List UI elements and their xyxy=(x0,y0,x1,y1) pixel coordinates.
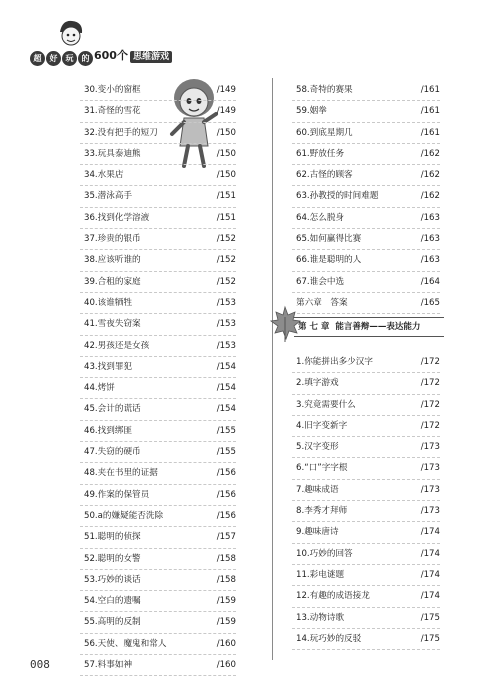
toc-entry-title: 40.该谁牺牲 xyxy=(84,297,133,308)
toc-entry-page: /151 xyxy=(216,191,236,202)
toc-entry-title: 60.到底星期几 xyxy=(296,127,353,138)
series-title xyxy=(94,47,172,63)
toc-entry-title: 57.料事如神 xyxy=(84,660,133,671)
toc-entry-title: 35.潜泳高手 xyxy=(84,191,133,202)
toc-entry[interactable] xyxy=(292,437,440,458)
toc-entry-title: 56.天使、魔鬼和常人 xyxy=(84,638,167,649)
toc-entry-page: /150 xyxy=(216,127,236,138)
toc-entry-page: /154 xyxy=(216,404,236,415)
toc-entry-page: /161 xyxy=(420,127,440,138)
toc-entry-title: 44.烤饼 xyxy=(84,383,115,394)
toc-entry-page: /159 xyxy=(216,596,236,607)
toc-entry-page: /175 xyxy=(420,633,440,644)
toc-entry-title: 64.怎么脱身 xyxy=(296,212,345,223)
toc-entry-title: 51.聪明的侦探 xyxy=(84,532,141,543)
toc-entry-page: /174 xyxy=(420,591,440,602)
toc-entry-title: 6.“口”字字根 xyxy=(296,463,348,474)
toc-entry-title: 61.野放任务 xyxy=(296,148,345,159)
badge-char: 玩 xyxy=(62,51,77,66)
toc-entry-page: /174 xyxy=(420,527,440,538)
book-header xyxy=(12,8,312,68)
toc-entry[interactable] xyxy=(80,272,236,293)
toc-entry-title: 53.巧妙的谈话 xyxy=(84,574,141,585)
toc-entry-title: 1.你能拼出多少汉字 xyxy=(296,357,373,367)
toc-entry-page: /172 xyxy=(420,378,440,389)
toc-entry-title: 30.变小的窗框 xyxy=(84,85,141,95)
toc-entry-page: /163 xyxy=(420,255,440,266)
toc-entry-page: /161 xyxy=(420,106,440,117)
toc-entry-page: /158 xyxy=(216,574,236,585)
toc-entry-title: 65.如何赢得比赛 xyxy=(296,234,362,245)
toc-entry-title: 55.高明的反制 xyxy=(84,617,141,628)
toc-entry-page: /162 xyxy=(420,148,440,159)
toc-entry[interactable] xyxy=(292,123,440,144)
toc-entry-page: /153 xyxy=(216,340,236,351)
toc-entry-title: 50.a的嫌疑能否洗除 xyxy=(84,510,164,521)
toc-entry[interactable] xyxy=(292,144,440,165)
toc-entry[interactable] xyxy=(80,399,236,420)
toc-entry[interactable] xyxy=(292,480,440,501)
toc-entry-page: /158 xyxy=(216,553,236,564)
toc-entry-page: /156 xyxy=(216,510,236,521)
toc-entry-page: /174 xyxy=(420,548,440,559)
toc-entry-page: /152 xyxy=(216,276,236,287)
toc-entry-title: 2.填字游戏 xyxy=(296,378,339,389)
toc-entry-title: 3.究竟需要什么 xyxy=(296,399,356,410)
series-highlight: 思维游戏 xyxy=(130,51,172,63)
toc-entry-title: 31.奇怪的雪花 xyxy=(84,106,141,117)
toc-entry-title: 13.动物诗歌 xyxy=(296,612,345,623)
toc-entry-page: /173 xyxy=(420,463,440,474)
toc-entry[interactable] xyxy=(80,612,236,633)
toc-entry-title: 39.合租的家庭 xyxy=(84,276,141,287)
toc-entry[interactable] xyxy=(80,549,236,570)
toc-entry[interactable] xyxy=(80,336,236,357)
toc-entry[interactable] xyxy=(292,186,440,207)
badge-char: 好 xyxy=(46,51,61,66)
toc-entry-title: 66.谁是聪明的人 xyxy=(296,255,362,266)
toc-entry[interactable] xyxy=(80,208,236,229)
toc-entry[interactable] xyxy=(80,591,236,612)
toc-entry[interactable] xyxy=(292,208,440,229)
toc-entry-title: 38.应该听谁的 xyxy=(84,255,141,266)
toc-entry-title: 7.趣味成语 xyxy=(296,484,339,495)
toc-entry-page: /151 xyxy=(216,212,236,223)
chapter-label xyxy=(294,317,444,337)
toc-entry-title: 33.玩具泰迪熊 xyxy=(84,148,141,159)
toc-entry-title: 45.会计的谎话 xyxy=(84,404,141,415)
toc-entry-page: /163 xyxy=(420,234,440,245)
toc-entry[interactable] xyxy=(292,522,440,543)
column-divider xyxy=(272,78,273,660)
toc-entry[interactable] xyxy=(80,101,236,122)
toc-entry-title: 8.李秀才拜师 xyxy=(296,506,348,517)
toc-entry-title: 42.男孩还是女孩 xyxy=(84,340,150,351)
toc-entry-page: /172 xyxy=(420,420,440,431)
toc-entry-title: 12.有趣的成语接龙 xyxy=(296,591,370,602)
series-badge xyxy=(30,46,94,66)
badge-char: 的 xyxy=(78,51,93,66)
toc-entry[interactable] xyxy=(80,570,236,591)
toc-entry-page: /149 xyxy=(216,85,236,95)
toc-entry[interactable] xyxy=(80,314,236,335)
toc-entry[interactable] xyxy=(80,634,236,655)
toc-entry-title: 58.奇特的赛果 xyxy=(296,85,353,95)
toc-entry[interactable] xyxy=(292,373,440,394)
toc-entry-page: /154 xyxy=(216,361,236,372)
toc-entry[interactable] xyxy=(292,608,440,629)
toc-entry[interactable] xyxy=(292,101,440,122)
toc-entry-title: 4.旧字变新字 xyxy=(296,420,348,431)
toc-entry[interactable] xyxy=(80,250,236,271)
toc-entry-title: 10.巧妙的回答 xyxy=(296,548,353,559)
series-prefix: 600个 xyxy=(94,49,128,62)
chapter-number: 第 七 章 xyxy=(298,322,330,332)
toc-entry-page: /163 xyxy=(420,212,440,223)
page-number: 008 xyxy=(30,658,50,671)
toc-entry[interactable] xyxy=(292,229,440,250)
toc-entry-page: /173 xyxy=(420,484,440,495)
toc-entry-page: /173 xyxy=(420,442,440,453)
toc-entry[interactable] xyxy=(80,144,236,165)
toc-entry[interactable] xyxy=(80,527,236,548)
toc-entry-page: /173 xyxy=(420,506,440,517)
toc-entry-title: 59.姻拳 xyxy=(296,106,327,117)
toc-entry[interactable] xyxy=(80,293,236,314)
toc-entry-title: 43.找到罪犯 xyxy=(84,361,133,372)
toc-entry-title: 47.失窃的硬币 xyxy=(84,447,141,458)
toc-entry[interactable] xyxy=(292,586,440,607)
toc-entry-page: /160 xyxy=(216,638,236,649)
toc-entry[interactable] xyxy=(80,442,236,463)
toc-entry[interactable] xyxy=(292,395,440,416)
toc-entry-page: /165 xyxy=(420,297,440,308)
toc-entry[interactable] xyxy=(292,629,440,650)
toc-entry[interactable] xyxy=(80,80,236,101)
toc-entry[interactable] xyxy=(80,165,236,186)
toc-entry-page: /164 xyxy=(420,276,440,287)
toc-entry[interactable] xyxy=(292,250,440,271)
toc-entry[interactable] xyxy=(292,544,440,565)
toc-entry-title: 63.孙教授的时间难题 xyxy=(296,191,379,202)
toc-entry[interactable] xyxy=(80,186,236,207)
toc-entry[interactable] xyxy=(292,272,440,293)
badge-char: 超 xyxy=(30,51,45,66)
toc-entry-page: /174 xyxy=(420,569,440,580)
toc-entry-page: /150 xyxy=(216,148,236,159)
toc-right-column-bottom xyxy=(292,352,440,650)
toc-entry[interactable] xyxy=(292,416,440,437)
toc-entry-page: /154 xyxy=(216,383,236,394)
toc-entry[interactable] xyxy=(80,357,236,378)
toc-entry-page: /161 xyxy=(420,85,440,95)
toc-entry[interactable] xyxy=(292,458,440,479)
toc-entry-title: 34.水果店 xyxy=(84,170,124,181)
toc-entry-title: 5.汉字变形 xyxy=(296,442,339,453)
toc-entry-page: /157 xyxy=(216,532,236,543)
toc-entry[interactable] xyxy=(80,463,236,484)
toc-entry[interactable] xyxy=(292,80,440,101)
toc-entry[interactable] xyxy=(80,506,236,527)
toc-entry-page: /155 xyxy=(216,425,236,436)
toc-entry[interactable] xyxy=(292,565,440,586)
toc-right-column-top xyxy=(292,80,440,314)
toc-entry-title: 62.古怪的顾客 xyxy=(296,170,353,181)
toc-entry-title: 36.找到化学溶液 xyxy=(84,212,150,223)
toc-entry[interactable] xyxy=(292,352,440,373)
toc-entry-title: 54.空白的遗嘱 xyxy=(84,596,141,607)
toc-entry-title: 9.趣味唐诗 xyxy=(296,527,339,538)
toc-entry-title: 48.夹在书里的证据 xyxy=(84,468,158,479)
toc-entry-page: /153 xyxy=(216,319,236,330)
toc-entry-title: 32.没有把手的短刀 xyxy=(84,127,158,138)
chapter-title: 能言善辩——表达能力 xyxy=(335,322,421,332)
toc-entry-page: /156 xyxy=(216,489,236,500)
toc-entry-title: 49.作案的保管员 xyxy=(84,489,150,500)
toc-entry-title: 14.玩巧妙的反驳 xyxy=(296,633,362,644)
chapter-heading[interactable] xyxy=(268,305,448,343)
toc-entry-page: /159 xyxy=(216,617,236,628)
toc-entry-title: 11.彩电谜题 xyxy=(296,569,345,580)
toc-entry-title: 52.聪明的女警 xyxy=(84,553,141,564)
toc-entry[interactable] xyxy=(80,485,236,506)
toc-entry-page: /153 xyxy=(216,297,236,308)
toc-entry-page: /149 xyxy=(216,106,236,117)
toc-entry-page: /152 xyxy=(216,234,236,245)
toc-entry[interactable] xyxy=(80,421,236,442)
toc-entry[interactable] xyxy=(80,229,236,250)
toc-entry-title: 46.找到绑匪 xyxy=(84,425,133,436)
toc-entry[interactable] xyxy=(292,165,440,186)
toc-entry-title: 67.谁会中选 xyxy=(296,276,345,287)
toc-entry-page: /155 xyxy=(216,447,236,458)
toc-entry-page: /156 xyxy=(216,468,236,479)
toc-left-column xyxy=(80,80,236,676)
toc-entry-page: /172 xyxy=(420,399,440,410)
toc-entry[interactable] xyxy=(80,378,236,399)
toc-entry-page: /160 xyxy=(216,660,236,671)
toc-entry-page: /162 xyxy=(420,191,440,202)
toc-entry-page: /162 xyxy=(420,170,440,181)
toc-entry-page: /152 xyxy=(216,255,236,266)
toc-entry[interactable] xyxy=(80,123,236,144)
toc-entry-page: /175 xyxy=(420,612,440,623)
toc-entry-title: 41.雪夜失窃案 xyxy=(84,319,141,330)
toc-entry[interactable] xyxy=(292,501,440,522)
toc-entry-page: /150 xyxy=(216,170,236,181)
toc-entry[interactable] xyxy=(80,655,236,676)
toc-entry-title: 37.珍贵的银币 xyxy=(84,234,141,245)
toc-entry-title: 第六章 答案 xyxy=(296,297,348,308)
toc-entry-page: /172 xyxy=(420,357,440,367)
